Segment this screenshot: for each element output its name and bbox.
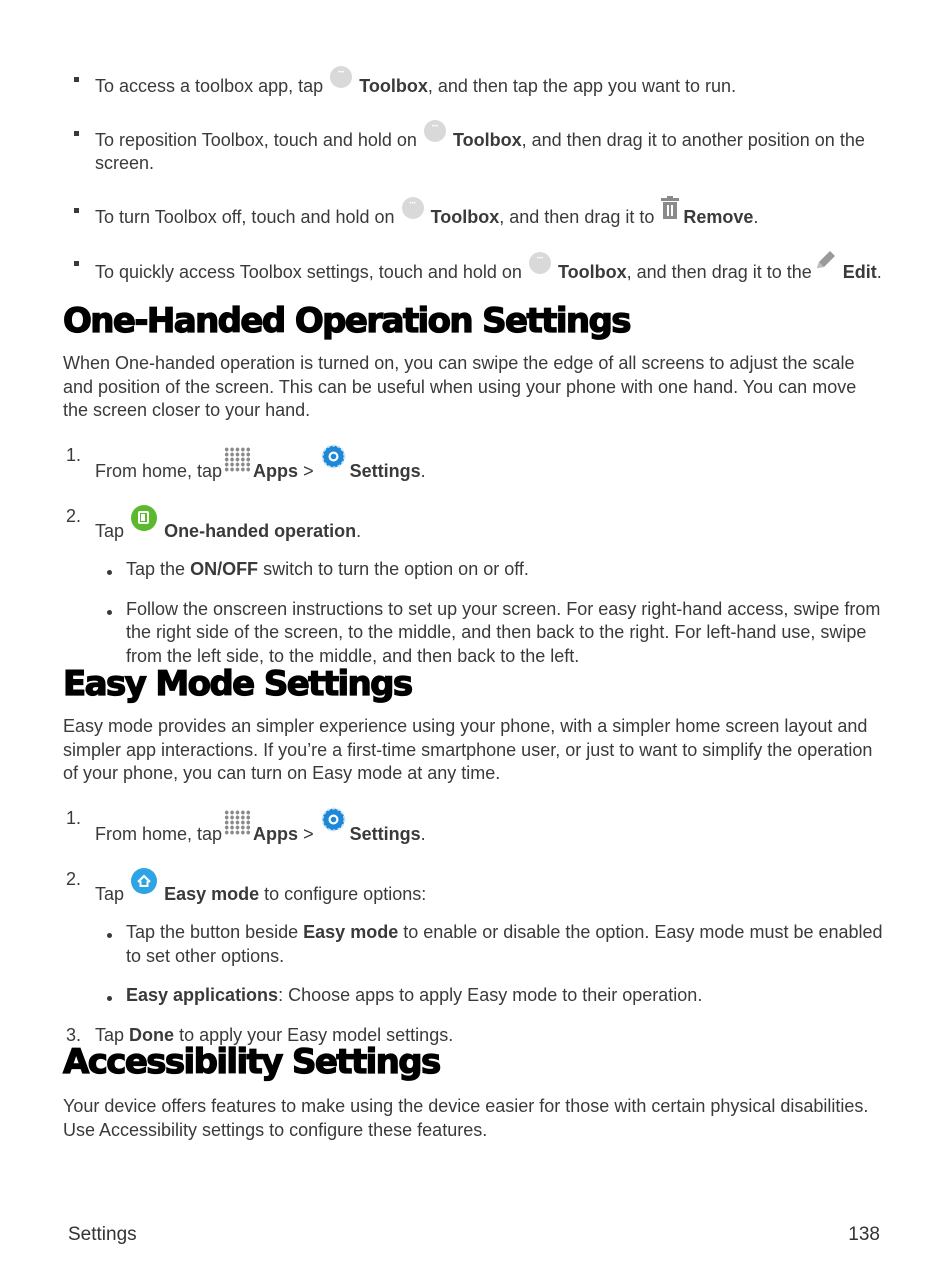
- one-handed-substeps: [63, 558, 883, 668]
- footer-section-label: Settings: [68, 1224, 137, 1245]
- one-handed-steps: [63, 444, 883, 684]
- section-heading-accessibility: Accessibility Settings: [63, 1042, 440, 1082]
- trash-icon: [661, 197, 679, 219]
- pencil-icon: [814, 250, 838, 272]
- settings-gear-icon: [321, 444, 346, 469]
- one-handed-operation-icon: [131, 505, 157, 531]
- toolbox-tips-list: [63, 66, 883, 306]
- easy-mode-intro: Easy mode provides an simpler experience using your phone, with a simpler home screen layout and simpler app interactions. If you’re a first-time smartphone user, or just to want to simplify the operation of your phone, you can turn on Easy mode at any time.: [63, 716, 873, 783]
- step-text: Tap: [95, 883, 125, 904]
- list-item: [63, 66, 883, 99]
- punctuation: .: [420, 461, 426, 481]
- step-text: From home, tap: [95, 461, 223, 481]
- list-item: [63, 984, 883, 1008]
- step-text: From home, tap: [95, 824, 223, 844]
- toolbox-icon: [330, 66, 352, 88]
- punctuation: .: [753, 206, 759, 227]
- step-item: [63, 444, 883, 484]
- step-text: to apply your Easy model settings.: [179, 1024, 454, 1045]
- punctuation: .: [356, 520, 362, 541]
- list-item-text: , and then drag it to the: [626, 262, 812, 282]
- list-item: [63, 120, 883, 176]
- substep-text: Follow the onscreen instructions to set up your screen. For easy right-hand access, swipe from the right side of the screen, to the middle, and then back to the right. For left-hand use, swipe from the left side, to the middle, and then back to the left.: [126, 598, 881, 666]
- list-item: [63, 598, 883, 669]
- accessibility-intro: Your device offers features to make using the device easier for those with certain physical disabilities. Use Accessibility settings to configure these features.: [63, 1096, 869, 1140]
- step-number: 3.: [66, 1024, 82, 1045]
- step-number: 1.: [66, 445, 82, 465]
- list-item: [63, 558, 883, 582]
- toolbox-icon: [402, 197, 424, 219]
- substep-text: Tap the button beside: [126, 922, 299, 942]
- substep-text: Tap the: [126, 559, 186, 579]
- step-number: 2.: [66, 868, 82, 889]
- easy-mode-label: Easy mode: [303, 922, 399, 942]
- toolbox-label: Toolbox: [557, 262, 627, 282]
- one-handed-intro: When One-handed operation is turned on, you can swipe the edge of all screens to adjust the scale and position of the screen. This can be useful when using your phone with one hand. You can move the screen closer to your hand.: [63, 353, 857, 420]
- easy-mode-steps: [63, 807, 883, 1068]
- step-item: [63, 868, 883, 907]
- toolbox-label: Toolbox: [430, 206, 500, 227]
- settings-gear-icon: [321, 807, 346, 832]
- step-item: [63, 505, 883, 544]
- punctuation: .: [876, 262, 882, 282]
- step-number: 1.: [66, 808, 82, 828]
- substep-text: : Choose apps to apply Easy mode to their operation.: [278, 985, 703, 1005]
- easy-applications-label: Easy applications: [126, 985, 279, 1005]
- list-item-text: To reposition Toolbox, touch and hold on: [95, 129, 417, 150]
- one-handed-operation-label: One-handed operation: [164, 520, 357, 541]
- edit-label: Edit: [842, 262, 877, 282]
- list-item-text: To quickly access Toolbox settings, touch and hold on: [95, 262, 522, 282]
- section-heading-easy-mode: Easy Mode Settings: [63, 664, 412, 704]
- toolbox-label: Toolbox: [359, 76, 428, 96]
- list-item: [63, 197, 883, 230]
- footer-page-number: 138: [848, 1224, 880, 1245]
- toolbox-label: Toolbox: [452, 129, 522, 150]
- easy-mode-icon: [131, 868, 157, 894]
- list-item-text: , and then drag it to another position on the screen.: [95, 129, 865, 173]
- done-label: Done: [129, 1024, 175, 1045]
- settings-label: Settings: [349, 461, 421, 481]
- breadcrumb-separator: >: [303, 461, 314, 481]
- remove-label: Remove: [683, 206, 754, 227]
- list-item: [63, 921, 883, 968]
- list-item: [63, 250, 883, 285]
- easy-mode-substeps: [63, 921, 883, 1008]
- step-text: Tap: [95, 520, 125, 541]
- list-item-text: , and then tap the app you want to run.: [427, 76, 737, 96]
- punctuation: .: [420, 824, 426, 844]
- apps-label: Apps: [253, 824, 299, 844]
- toolbox-icon: [424, 120, 446, 142]
- list-item-text: To turn Toolbox off, touch and hold on: [95, 206, 395, 227]
- step-text: to configure options:: [264, 883, 427, 904]
- apps-grid-icon: [224, 447, 251, 472]
- apps-grid-icon: [224, 810, 251, 835]
- step-item: [63, 807, 883, 847]
- step-number: 2.: [66, 505, 82, 526]
- substep-text: to enable or disable the option. Easy mode must be enabled to set other options.: [126, 922, 883, 966]
- breadcrumb-separator: >: [303, 824, 314, 844]
- settings-label: Settings: [349, 824, 421, 844]
- on-off-label: ON/OFF: [190, 559, 259, 579]
- apps-label: Apps: [253, 461, 299, 481]
- list-item-text: To access a toolbox app, tap: [95, 76, 324, 96]
- easy-mode-label: Easy mode: [164, 883, 260, 904]
- section-heading-one-handed: One-Handed Operation Settings: [63, 301, 630, 341]
- substep-text: switch to turn the option on or off.: [263, 559, 529, 579]
- step-text: Tap: [95, 1024, 125, 1045]
- toolbox-icon: [529, 252, 551, 274]
- list-item-text: , and then drag it to: [499, 206, 655, 227]
